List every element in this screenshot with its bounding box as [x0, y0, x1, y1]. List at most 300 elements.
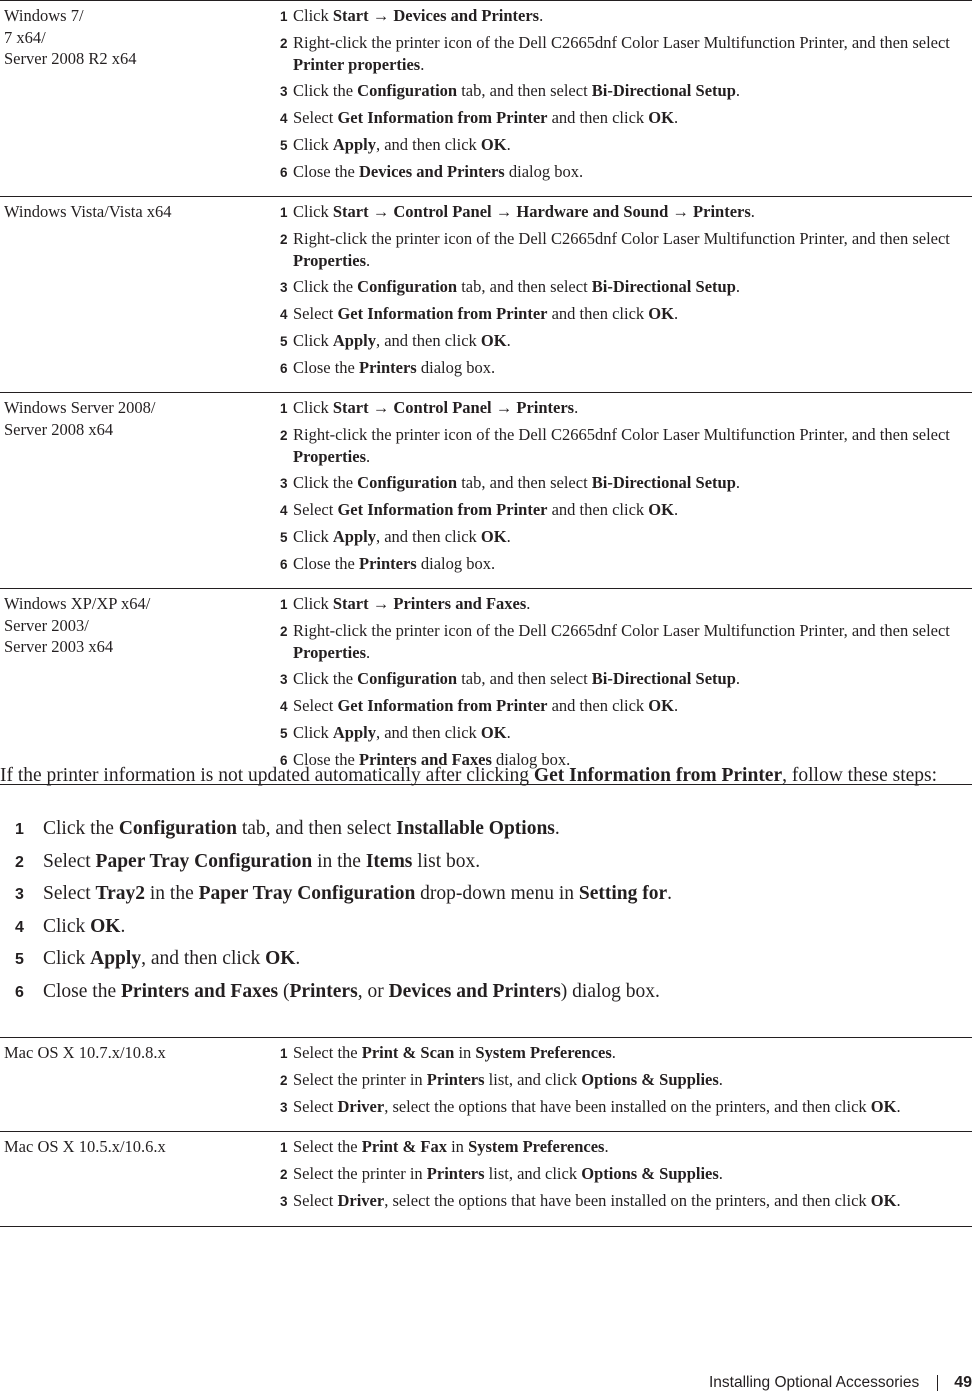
- text-run: .: [750, 202, 755, 222]
- step-text: [293, 134, 968, 157]
- bold-term: Configuration: [357, 80, 458, 100]
- step-number: 5: [280, 726, 288, 742]
- text-run: Select: [293, 303, 338, 323]
- bold-term: Printers and Faxes: [121, 980, 279, 1002]
- procedure-steps: [0, 818, 960, 1013]
- text-run: ) dialog box.: [560, 980, 660, 1002]
- step-number: 1: [280, 9, 288, 24]
- steps-cell: [280, 1, 972, 197]
- text-run: →: [368, 202, 394, 222]
- steps-cell: [280, 1038, 972, 1132]
- footer-section-title: Installing Optional Accessories: [708, 1374, 920, 1391]
- text-run: Click the: [293, 472, 358, 492]
- text-run: .: [574, 398, 579, 418]
- text-run: , or: [357, 980, 389, 1002]
- procedure-step: [0, 916, 960, 949]
- text-run: .: [896, 1097, 901, 1117]
- text-run: .: [420, 54, 425, 74]
- text-run: , select the options that have been installed on the printers, and then click: [384, 1097, 871, 1117]
- bold-term: Printer properties: [293, 54, 421, 74]
- os-name-line: Mac OS X 10.5.x/10.6.x: [4, 1137, 166, 1157]
- text-run: list, and click: [484, 1070, 582, 1090]
- text-run: list box.: [412, 850, 481, 872]
- step-number: 4: [280, 110, 288, 126]
- bold-term: Get Information from Printer: [337, 695, 548, 715]
- step-number: 2: [280, 624, 288, 640]
- step-number: 4: [280, 502, 288, 518]
- text-run: .: [295, 948, 301, 969]
- steps-cell: [280, 393, 972, 589]
- step-item: [280, 397, 968, 420]
- step-item: [280, 303, 968, 326]
- step-number: 1: [280, 1140, 288, 1156]
- text-run: (: [278, 980, 290, 1002]
- bold-term: Installable Options: [396, 818, 555, 839]
- bold-term: Printers: [516, 398, 575, 418]
- step-number: 3: [280, 83, 288, 99]
- text-run: .: [735, 472, 740, 492]
- bold-term: OK: [870, 1097, 897, 1117]
- bold-term: Devices and Printers: [388, 980, 561, 1002]
- bold-term: Print & Scan: [361, 1043, 455, 1062]
- text-run: Close the: [293, 161, 359, 181]
- step-item: [280, 5, 968, 28]
- procedure-step: [0, 851, 960, 884]
- step-text: [293, 668, 968, 691]
- step-item: [280, 695, 968, 718]
- text-run: and then click: [547, 695, 649, 715]
- step-item: [280, 722, 968, 745]
- step-text: [293, 593, 968, 616]
- bold-term: OK: [480, 330, 507, 350]
- table-row: [0, 1, 972, 197]
- text-run: Close the: [293, 750, 359, 770]
- step-item: [280, 134, 968, 157]
- os-name-cell: [0, 1132, 280, 1226]
- text-run: , and then click: [375, 330, 481, 350]
- step-number: 3: [15, 886, 24, 903]
- text-run: Select the printer in: [293, 1164, 427, 1184]
- step-item: [280, 1163, 968, 1186]
- table-row: [0, 589, 972, 785]
- step-item: [280, 499, 968, 522]
- step-item: [280, 330, 968, 353]
- steps-cell: [280, 1132, 972, 1226]
- text-run: drop-down menu in: [415, 883, 579, 904]
- os-name-cell: [0, 197, 280, 393]
- footer-divider: [937, 1375, 938, 1391]
- bold-term: Properties: [293, 446, 367, 466]
- text-run: Click the: [43, 818, 119, 839]
- text-run: Click: [293, 723, 333, 743]
- page-number: 49: [954, 1374, 972, 1391]
- table-row: [0, 1038, 972, 1132]
- text-run: Click: [43, 948, 91, 969]
- bold-term: Start: [332, 594, 369, 614]
- step-number: 1: [280, 205, 288, 221]
- bold-term: Start: [332, 6, 369, 25]
- bold-term: OK: [480, 527, 507, 546]
- bold-term: Bi-Directional Setup: [591, 668, 736, 688]
- text-run: .: [554, 818, 560, 839]
- text-run: Click the: [293, 80, 358, 100]
- text-run: →: [668, 202, 694, 222]
- step-text: [293, 1069, 968, 1092]
- text-run: Click the: [293, 668, 358, 688]
- text-run: .: [506, 134, 511, 154]
- step-text: [293, 330, 968, 353]
- step-item: [280, 593, 968, 616]
- bold-term: Apply: [332, 330, 376, 350]
- text-run: .: [506, 527, 511, 546]
- step-item: [280, 668, 968, 691]
- bold-term: Printers: [693, 202, 751, 222]
- step-number: 3: [280, 279, 288, 295]
- bold-term: Bi-Directional Setup: [591, 472, 736, 492]
- step-text: [293, 107, 968, 130]
- os-name-cell: [0, 1, 280, 197]
- step-item: [280, 1190, 968, 1213]
- text-run: Close the: [43, 980, 121, 1002]
- bold-term: Printers: [359, 554, 417, 574]
- bold-term: Configuration: [357, 472, 458, 492]
- text-run: , and then click: [375, 527, 481, 546]
- bold-term: System Preferences: [468, 1137, 605, 1157]
- step-item: [280, 228, 968, 271]
- step-text: [293, 357, 968, 380]
- step-item: [280, 1136, 968, 1159]
- bold-term: Printers: [426, 1070, 485, 1090]
- step-item: [280, 1096, 968, 1119]
- text-run: tab, and then select: [457, 668, 592, 688]
- text-run: Close the: [293, 358, 359, 378]
- step-item: [280, 357, 968, 380]
- text-run: .: [506, 723, 511, 743]
- bold-term: Bi-Directional Setup: [591, 80, 736, 100]
- text-run: .: [539, 6, 544, 25]
- bold-term: Control Panel: [393, 398, 492, 418]
- text-run: dialog box.: [416, 554, 496, 574]
- text-run: Right-click the printer icon of the Dell C2665dnf Color Laser Multifunction Printer, and then select: [293, 229, 950, 249]
- step-item: [280, 161, 968, 184]
- text-run: Select the printer in: [293, 1070, 427, 1090]
- bold-term: OK: [648, 303, 674, 323]
- text-run: Click: [293, 202, 333, 222]
- step-number: 5: [280, 333, 288, 349]
- text-run: in the: [312, 850, 366, 872]
- text-run: .: [604, 1137, 609, 1157]
- step-number: 1: [280, 597, 288, 613]
- bold-term: Devices and Printers: [393, 6, 540, 25]
- step-number: 2: [15, 853, 24, 871]
- os-name-cell: [0, 589, 280, 785]
- bold-term: System Preferences: [475, 1043, 612, 1062]
- bold-term: Options & Supplies: [581, 1164, 719, 1184]
- step-item: [280, 553, 968, 576]
- step-item: [280, 472, 968, 495]
- bold-term: Configuration: [118, 818, 237, 839]
- step-number: 3: [280, 1194, 288, 1210]
- steps-cell: [280, 197, 972, 393]
- text-run: .: [718, 1164, 723, 1184]
- os-name-line: Windows 7/: [4, 6, 84, 25]
- step-number: 1: [280, 1046, 288, 1061]
- step-number: 2: [280, 428, 288, 444]
- text-run: Select: [293, 499, 338, 519]
- step-number: 2: [280, 232, 288, 248]
- os-name-line: Windows XP/XP x64/: [4, 594, 151, 614]
- text-run: .: [366, 250, 371, 270]
- step-number: 5: [15, 951, 24, 968]
- bold-term: Get Information from Printer: [337, 499, 548, 519]
- bold-term: Devices and Printers: [359, 161, 505, 181]
- step-number: 4: [280, 306, 288, 322]
- bold-term: Printers: [426, 1164, 485, 1184]
- os-name-line: Server 2008 x64: [4, 419, 114, 439]
- bold-term: Driver: [337, 1097, 385, 1117]
- os-name-cell: [0, 1038, 280, 1132]
- step-text: [293, 499, 968, 522]
- text-run: If the printer information is not updated automatically after clicking: [0, 765, 534, 786]
- bold-term: Get Information from Printer: [337, 303, 548, 323]
- text-run: .: [718, 1070, 723, 1090]
- step-text: [293, 276, 968, 299]
- step-text: [293, 161, 968, 184]
- step-text: [293, 424, 968, 467]
- text-run: .: [673, 303, 679, 323]
- step-text: [293, 80, 968, 103]
- step-text: [293, 620, 968, 663]
- step-item: [280, 1042, 968, 1065]
- procedure-step: [0, 883, 960, 916]
- step-text: [293, 201, 968, 224]
- step-item: [280, 201, 968, 224]
- step-number: 2: [280, 1167, 288, 1183]
- text-run: .: [366, 446, 371, 466]
- procedure-step: [0, 818, 960, 851]
- step-number: 4: [15, 918, 24, 936]
- os-name-cell: [0, 393, 280, 589]
- text-run: in: [446, 1137, 469, 1157]
- bold-term: OK: [870, 1191, 897, 1211]
- text-run: Click: [293, 330, 333, 350]
- step-item: [280, 107, 968, 130]
- steps-cell: [280, 589, 972, 785]
- os-name-line: Mac OS X 10.7.x/10.8.x: [4, 1043, 166, 1062]
- step-text: [293, 1163, 968, 1186]
- os-name-line: Server 2003 x64: [4, 637, 114, 657]
- bold-term: Printers: [289, 980, 358, 1002]
- step-number: 5: [280, 137, 288, 153]
- text-run: .: [735, 668, 740, 688]
- text-run: dialog box.: [504, 161, 584, 181]
- text-run: Click: [43, 915, 91, 937]
- step-item: [280, 1069, 968, 1092]
- bold-term: Apply: [90, 948, 142, 969]
- step-number: 4: [280, 698, 288, 714]
- step-text: [293, 695, 968, 718]
- step-number: 3: [280, 671, 288, 687]
- step-text: [293, 228, 968, 271]
- step-text: [293, 526, 968, 549]
- text-run: Select the: [293, 1137, 362, 1157]
- text-run: Click the: [293, 276, 358, 296]
- os-name-line: Windows Vista/Vista x64: [4, 202, 172, 222]
- step-number: 6: [280, 361, 288, 377]
- step-text: [43, 916, 960, 938]
- text-run: tab, and then select: [457, 80, 592, 100]
- step-text: [43, 948, 960, 970]
- text-run: Select: [293, 1097, 338, 1117]
- step-number: 6: [280, 753, 288, 769]
- step-text: [293, 1096, 968, 1119]
- text-run: .: [735, 80, 740, 100]
- step-text: [43, 851, 960, 873]
- text-run: list, and click: [484, 1164, 582, 1184]
- os-name-line: Server 2003/: [4, 615, 89, 635]
- text-run: , follow these steps:: [782, 765, 938, 786]
- text-run: Select: [293, 1191, 338, 1211]
- bold-term: Start: [332, 398, 369, 418]
- bold-term: Options & Supplies: [581, 1070, 719, 1090]
- step-number: 3: [280, 1100, 288, 1116]
- text-run: .: [611, 1043, 616, 1062]
- step-text: [293, 722, 968, 745]
- text-run: .: [526, 594, 531, 614]
- text-run: Click: [293, 594, 333, 614]
- os-name-line: 7 x64/: [4, 27, 46, 47]
- text-run: →: [368, 6, 394, 25]
- bold-term: Setting for: [578, 883, 668, 904]
- step-text: [293, 5, 968, 28]
- text-run: .: [366, 642, 371, 662]
- bold-term: Paper Tray Configuration: [95, 850, 313, 872]
- text-run: , select the options that have been installed on the printers, and then click: [384, 1191, 871, 1211]
- step-number: 1: [15, 821, 24, 838]
- text-run: tab, and then select: [457, 472, 592, 492]
- step-item: [280, 620, 968, 663]
- step-text: [293, 553, 968, 576]
- step-text: [293, 303, 968, 326]
- text-run: , and then click: [141, 948, 266, 969]
- text-run: .: [120, 915, 126, 937]
- step-text: [293, 472, 968, 495]
- bold-term: Control Panel: [393, 202, 492, 222]
- bold-term: Items: [365, 850, 413, 872]
- bold-term: Tray2: [95, 883, 145, 904]
- table-row: [0, 1132, 972, 1226]
- text-run: Click: [293, 6, 333, 25]
- step-item: [280, 424, 968, 467]
- text-run: Select: [43, 850, 96, 872]
- bold-term: Bi-Directional Setup: [591, 276, 736, 296]
- text-run: →: [368, 594, 394, 614]
- step-text: [293, 1190, 968, 1213]
- table-row: [0, 197, 972, 393]
- page-footer: [709, 1372, 972, 1394]
- step-text: [43, 981, 960, 1003]
- text-run: Click: [293, 134, 333, 154]
- bold-term: Properties: [293, 642, 367, 662]
- procedure-step: [0, 981, 960, 1014]
- text-run: Right-click the printer icon of the Dell C2665dnf Color Laser Multifunction Printer, and then select: [293, 425, 950, 445]
- text-run: and then click: [547, 303, 649, 323]
- text-run: .: [673, 499, 679, 519]
- step-text: [293, 1042, 968, 1065]
- text-run: Click: [293, 398, 333, 418]
- os-name-line: Server 2008 R2 x64: [4, 49, 137, 68]
- table-row: [0, 393, 972, 589]
- text-run: Close the: [293, 554, 359, 574]
- step-text: [293, 397, 968, 420]
- bold-term: OK: [265, 948, 296, 969]
- text-run: .: [735, 276, 740, 296]
- step-number: 3: [280, 475, 288, 491]
- text-run: and then click: [547, 107, 649, 127]
- step-number: 6: [15, 983, 24, 1001]
- text-run: Select: [293, 107, 338, 127]
- text-run: →: [491, 202, 517, 222]
- text-run: .: [673, 695, 679, 715]
- step-text: [43, 818, 960, 840]
- step-text: [293, 32, 968, 75]
- step-item: [280, 80, 968, 103]
- bold-term: Get Information from Printer: [337, 107, 548, 127]
- step-number: 6: [280, 164, 288, 180]
- text-run: Select the: [293, 1043, 362, 1062]
- bold-term: Hardware and Sound: [516, 202, 669, 222]
- step-number: 6: [280, 557, 288, 573]
- bold-term: OK: [480, 134, 507, 154]
- text-run: in the: [145, 883, 199, 904]
- step-text: [293, 1136, 968, 1159]
- text-run: , and then click: [375, 134, 481, 154]
- text-run: tab, and then select: [457, 276, 592, 296]
- text-run: .: [506, 330, 511, 350]
- text-run: →: [368, 398, 394, 418]
- step-item: [280, 276, 968, 299]
- text-run: Select: [293, 695, 338, 715]
- step-text: [43, 883, 960, 905]
- step-number: 2: [280, 1073, 288, 1089]
- bold-term: OK: [648, 499, 674, 519]
- text-run: Select: [43, 883, 96, 904]
- bold-term: Apply: [332, 527, 376, 546]
- text-run: .: [896, 1191, 901, 1211]
- step-item: [280, 526, 968, 549]
- step-number: 5: [280, 530, 288, 545]
- bold-term: Get Information from Printer: [533, 765, 783, 786]
- text-run: dialog box.: [491, 750, 571, 770]
- bold-term: OK: [90, 915, 121, 937]
- text-run: .: [673, 107, 679, 127]
- text-run: .: [667, 883, 673, 904]
- text-run: , and then click: [375, 723, 481, 743]
- bold-term: OK: [648, 107, 674, 127]
- bold-term: Printers and Faxes: [393, 594, 527, 614]
- bold-term: Paper Tray Configuration: [198, 883, 416, 904]
- step-item: [280, 32, 968, 75]
- text-run: Click: [293, 527, 333, 546]
- os-name-line: Windows Server 2008/: [4, 398, 156, 418]
- bold-term: Printers and Faxes: [359, 750, 492, 770]
- bold-term: Driver: [337, 1191, 385, 1211]
- bold-term: Properties: [293, 250, 367, 270]
- bold-term: Configuration: [357, 668, 458, 688]
- text-run: dialog box.: [416, 358, 496, 378]
- text-run: tab, and then select: [236, 818, 397, 839]
- bold-term: Configuration: [357, 276, 458, 296]
